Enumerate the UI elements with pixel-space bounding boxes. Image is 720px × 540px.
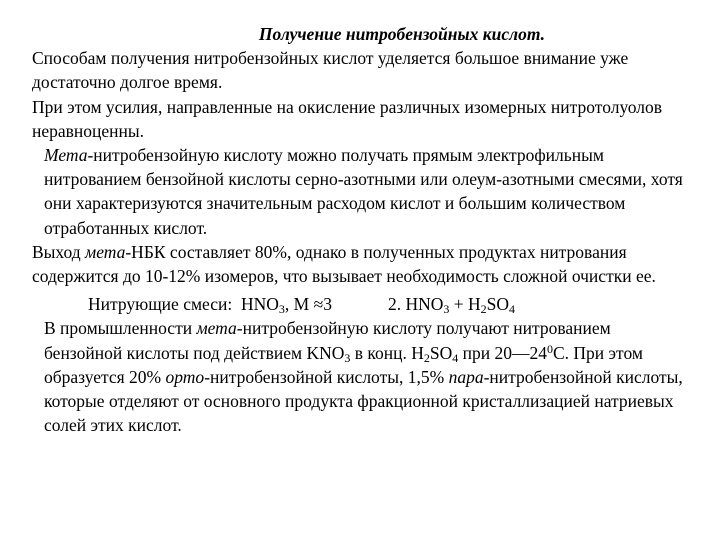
formula-mix-1: $HNO_3$, M ≈3 bbox=[240, 294, 332, 317]
term-meta: мета bbox=[85, 241, 126, 262]
paragraph-oxidation: При этом усилия, направленные на окисление различных изомерных нитротолуолов неравноценны. bbox=[32, 96, 663, 141]
paragraph-meta-nitration-text: -нитробензойную кислоту можно получать прямым электрофильным нитрованием бензойной кислоты серно-азотными или олеум-азотными смесями, хотя они характеризуются значительным расходом кислот и большим количеством отработанных кислот. bbox=[44, 145, 683, 238]
nitrating-mixtures-line bbox=[32, 292, 692, 316]
term-ortho: орто bbox=[165, 366, 205, 387]
yield-text: -НБК составляет 80%, однако в полученных продуктах нитрования содержится до 10-12% изомеров, что вызывает необходимость сложной очистки ее. bbox=[32, 241, 656, 287]
paragraph-yield bbox=[32, 240, 692, 288]
paragraph-intro: Способам получения нитробензойных кислот уделяется большое внимание уже достаточно долгое время. bbox=[32, 48, 629, 93]
formula-label: Нитрующие смеси: bbox=[88, 294, 233, 315]
slide-content bbox=[32, 22, 692, 437]
degree-mark: 0 bbox=[546, 341, 553, 356]
term-para: пара bbox=[448, 366, 484, 387]
formula-mix-2: 2. $HNO_3 + H_2SO_4$ bbox=[387, 294, 516, 317]
approx-symbol: ≈ bbox=[313, 294, 324, 315]
paragraph-industrial: В промышленности мета-нитробензойную кислоту получают нитрованием бензойной кислоты под действием $KNO_3$ в конц. $H_2SO_4$ при $20—24^0С$. При этом образуется 20% орто-нитробензойной кислоты, 1,5% пара-нитробензойной кислоты, которые отделяют от основного продукта фракционной кристаллизацией натриевых солей этих кислот. bbox=[44, 318, 683, 436]
term-meta: мета bbox=[196, 318, 237, 339]
yield-prefix: Выход bbox=[32, 241, 86, 262]
page-title: Получение нитробензойных кислот. bbox=[258, 24, 546, 44]
term-meta: Мета bbox=[44, 145, 88, 166]
paragraph-meta-nitration bbox=[32, 143, 692, 240]
